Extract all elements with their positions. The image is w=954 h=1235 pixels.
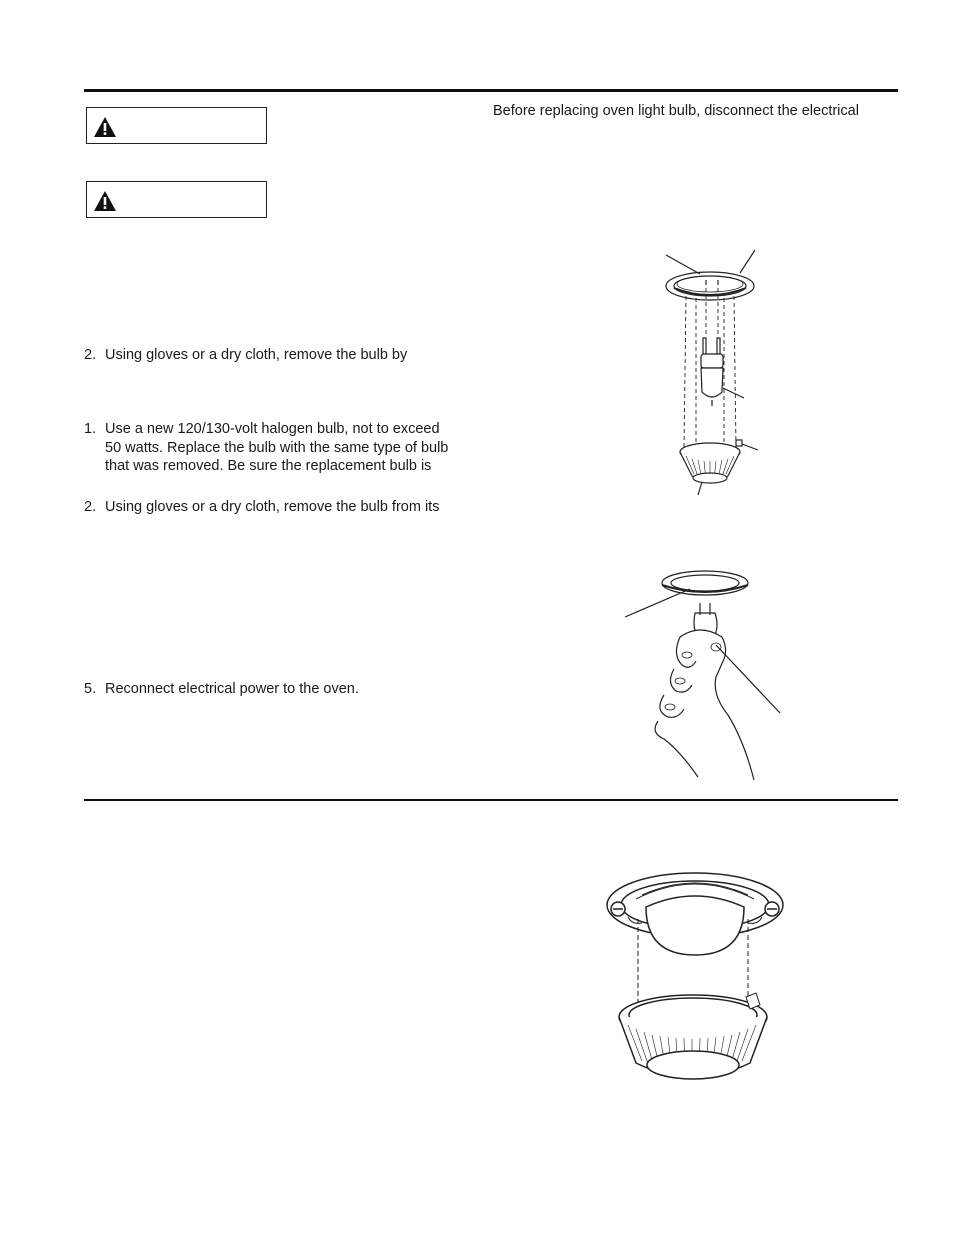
hand-removing-bulb-diagram (620, 565, 790, 785)
step-number: 2. (84, 499, 97, 515)
step-line: that was removed. Be sure the replacement bulb is (105, 458, 432, 474)
warning-box-1 (86, 107, 267, 144)
step-number: 2. (84, 347, 97, 363)
warning-triangle-icon (93, 190, 117, 212)
step-line: Reconnect electrical power to the oven. (105, 681, 359, 697)
step-number: 5. (84, 681, 97, 697)
section-divider-top (84, 89, 898, 92)
step-line: Using gloves or a dry cloth, remove the bulb by (105, 347, 408, 363)
warning-triangle-icon (93, 116, 117, 138)
bulb-assembly-exploded-diagram (640, 240, 780, 505)
warning-box-2 (86, 181, 267, 218)
light-cover-assembly-diagram (598, 855, 793, 1090)
section-divider-middle (84, 799, 898, 801)
step-line: Use a new 120/130-volt halogen bulb, not to exceed (105, 421, 440, 437)
step-line: 50 watts. Replace the bulb with the same type of bulb (105, 439, 449, 456)
step-line: Using gloves or a dry cloth, remove the bulb from its (105, 499, 440, 515)
step-number: 1. (84, 421, 97, 437)
intro-text: Before replacing oven light bulb, disconnect the electrical (493, 103, 859, 119)
